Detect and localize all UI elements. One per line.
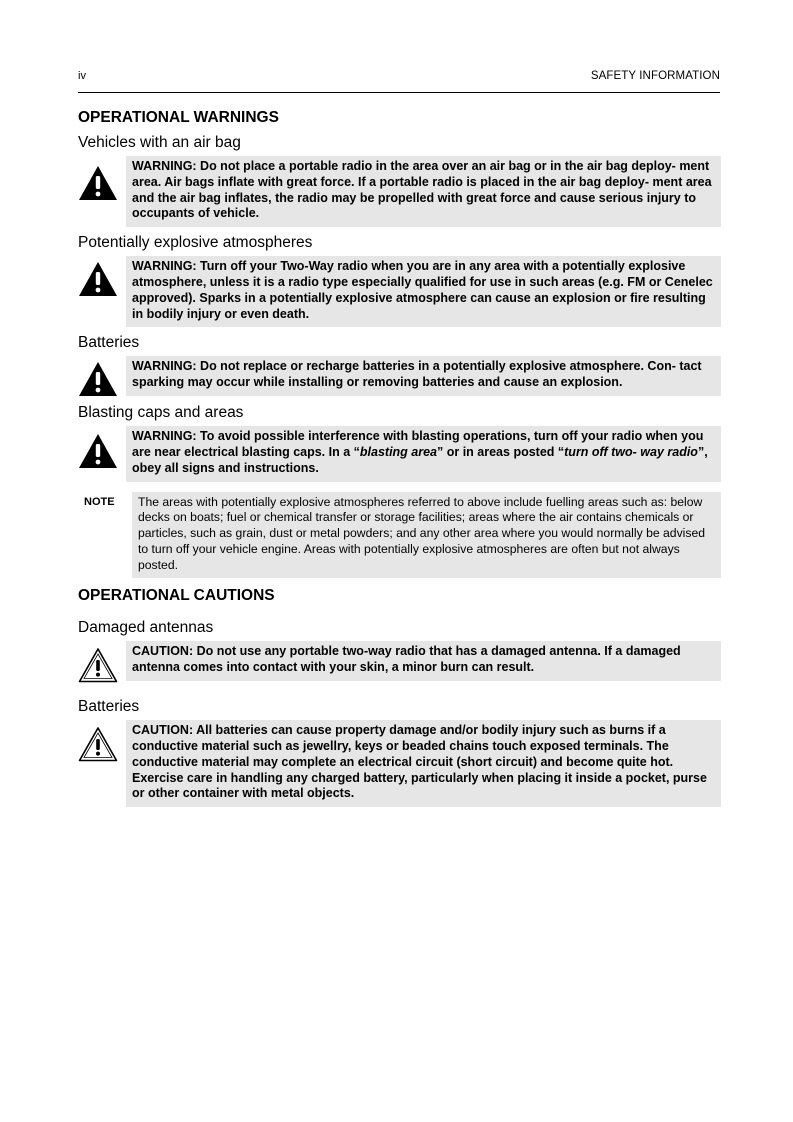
warning-text-emphasis: turn off two- way radio [564,445,698,460]
note [78,492,721,579]
warning-triangle-icon [78,261,118,297]
caution-triangle-icon [78,647,118,683]
warning-text-part: ” or in areas posted “ [437,445,565,460]
warning-blasting [78,426,721,481]
warning-text-part: WARNING: To avoid possible interference with blasting operations, turn off your radio when you are near electrical blasting caps. In a “ [132,429,704,460]
caution-batteries [78,720,721,807]
note-text: The areas with potentially explosive atmospheres referred to above include fuelling areas such as: below decks on boats; fuel or chemical transfer or storage facilities; areas where the air contains chemicals or particles, such as grain, dust or metal powders; and any other area where you would normally be advised to turn off your vehicle engine. Areas with potentially explosive atmospheres are often but not always posted. [132,492,721,579]
note-label: NOTE [84,495,115,508]
subtitle-batteries-caution: Batteries [78,698,140,716]
warning-triangle-icon [78,361,118,397]
warning-text-emphasis: blasting area [359,445,438,460]
warning-triangle-icon [78,165,118,201]
warning-air-bag [78,156,721,227]
content [78,108,721,807]
warning-batteries [78,356,721,397]
subtitle-batteries: Batteries [78,334,140,352]
warning-text: WARNING: Do not place a portable radio in the area over an air bag or in the air bag deploy- ment area. Air bags inflate with great force. If a portable radio is placed in the air bag deploy- ment area and the air bag inflates, the radio may be propelled with great force and cause serious injury to occupants of vehicle. [126,156,721,227]
cautions-title: OPERATIONAL CAUTIONS [78,587,275,605]
subtitle-antennas: Damaged antennas [78,619,214,637]
subtitle-explosive: Potentially explosive atmospheres [78,234,313,252]
warning-triangle-icon [78,433,118,469]
caution-antennas [78,641,721,683]
header-title: SAFETY INFORMATION [590,70,720,82]
page-number: iv [78,70,86,82]
caution-text: CAUTION: All batteries can cause property damage and/or bodily injury such as burns if a conductive material such as jewellry, keys or beaded chains touch exposed terminals. The conductive material may complete an electrical circuit (short circuit) and become quite hot. Exercise care in handling any charged battery, particularly when placing it inside a pocket, purse or other container with metal objects. [126,720,721,807]
subtitle-blasting: Blasting caps and areas [78,404,244,422]
warning-text: WARNING: Do not replace or recharge batteries in a potentially explosive atmosphere. Con- tact sparking may occur while installing or removing batteries and cause an explosion. [126,356,721,396]
warnings-title: OPERATIONAL WARNINGS [78,109,279,126]
caution-text: CAUTION: Do not use any portable two-way radio that has a damaged antenna. If a damaged antenna comes into contact with your skin, a minor burn can result. [126,641,721,681]
page-header [78,70,720,93]
warning-text-part: ”, obey all signs and instructions. [132,445,708,475]
warning-text: WARNING: Turn off your Two-Way radio when you are in any area with a potentially explosive atmosphere, unless it is a radio type especially qualified for use in such areas (e.g. FM or Cenelec approved). Sparks in a potentially explosive atmosphere can cause an explosion or fire resulting in bodily injury or even death. [126,256,721,327]
warning-text [126,426,721,481]
warning-explosive [78,256,721,327]
caution-triangle-icon [78,726,118,762]
subtitle-air-bag: Vehicles with an air bag [78,134,241,151]
